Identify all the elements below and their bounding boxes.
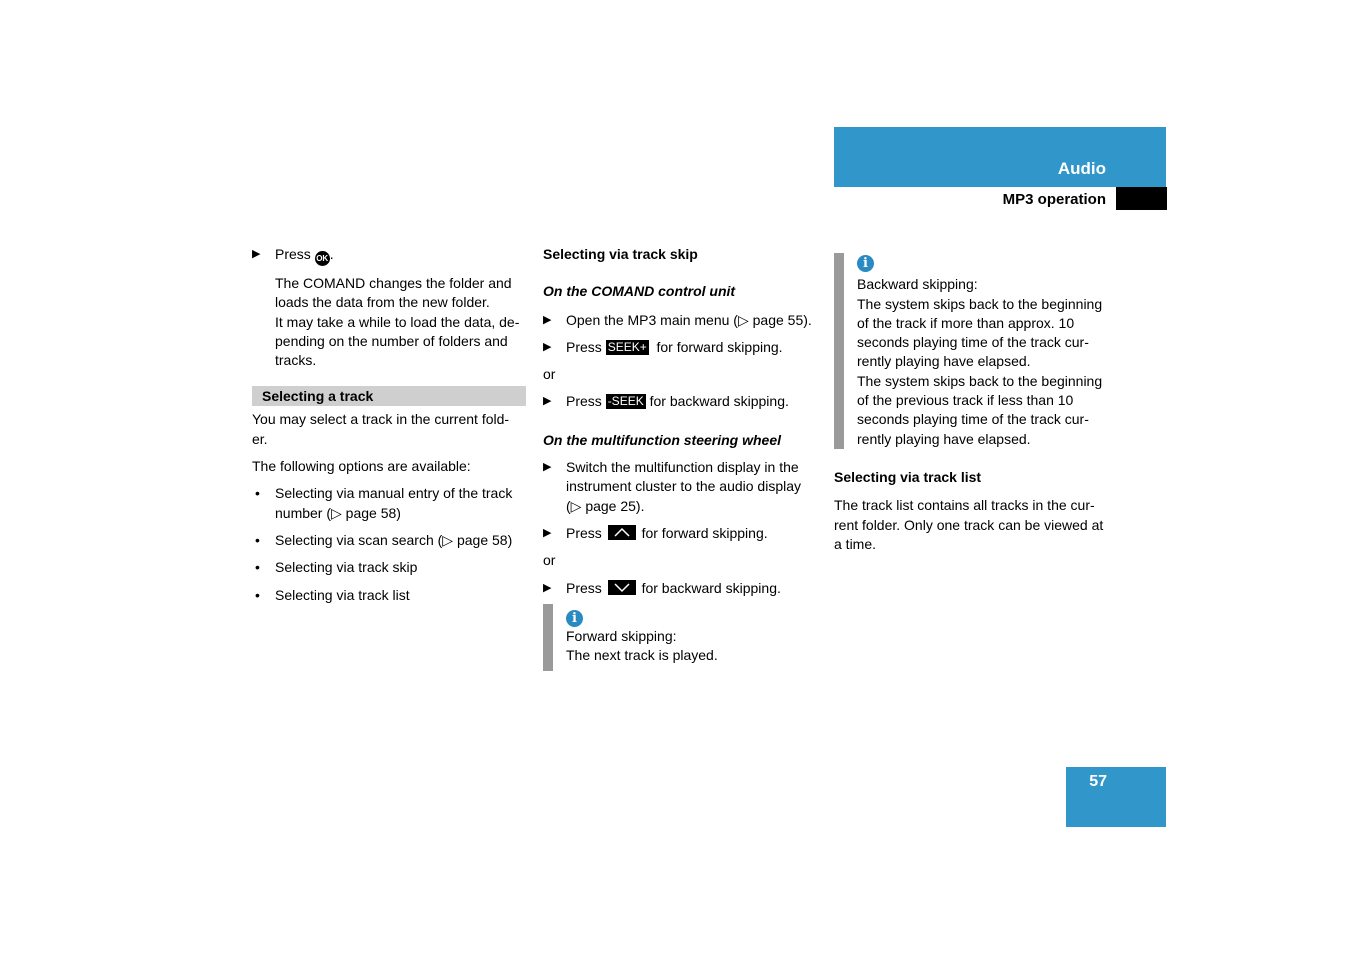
step-wheel-forward xyxy=(543,524,819,543)
arrow-up-key-icon xyxy=(608,525,636,540)
step-suffix: . xyxy=(329,246,334,262)
step-wheel-backward xyxy=(543,579,819,598)
column-middle xyxy=(543,245,819,671)
step-text: Switch the multifunction display in the instrument cluster to the audio display (▷ page 25). xyxy=(566,459,802,514)
ok-key-icon: OK xyxy=(315,251,330,266)
step-text: for forward skipping. xyxy=(656,338,783,355)
info-icon: i xyxy=(857,255,874,272)
list-item-text: Selecting via scan search (▷ page 58) xyxy=(275,531,513,548)
desc-folder: The COMAND changes the folder and loads the data from the new folder. xyxy=(275,275,512,311)
chapter-title: Audio xyxy=(1057,159,1106,178)
bullet-arrow-icon: ▶ xyxy=(543,340,552,353)
info-note-backward xyxy=(834,253,1110,449)
step-text: for backward skipping. xyxy=(641,579,781,596)
bullet-dot-icon: • xyxy=(255,485,260,502)
info-icon: i xyxy=(566,610,583,627)
info-note-forward xyxy=(543,604,819,671)
list-item-text: Selecting via track skip xyxy=(275,559,418,576)
arrow-down-key-icon xyxy=(608,580,636,595)
list-item-text: Selecting via manual entry of the track number (▷ page 58) xyxy=(275,485,513,521)
list-item xyxy=(252,586,526,605)
step-text: Press xyxy=(566,579,602,596)
step-text: Press xyxy=(566,524,602,541)
desc-load: It may take a while to load the data, de- pending on the number of folders and tracks. xyxy=(275,313,520,369)
step-switch-display xyxy=(543,458,819,516)
bullet-arrow-icon: ▶ xyxy=(543,313,552,326)
bullet-arrow-icon: ▶ xyxy=(543,526,552,539)
list-item xyxy=(252,531,526,550)
list-item xyxy=(252,484,526,523)
step-seek-backward xyxy=(543,392,819,411)
note-text: The system skips back to the beginning of the track if more than approx. 10 seconds playing time of the track cur- rently playing have elapsed. xyxy=(857,295,1103,370)
note-title: Forward skipping: xyxy=(566,628,677,645)
section-heading: Selecting a track xyxy=(252,386,526,406)
bullet-arrow-icon: ▶ xyxy=(252,248,261,260)
track-list-text: The track list contains all tracks in the cur- rent folder. Only one track can be viewed at a time. xyxy=(834,497,1104,552)
header-marker xyxy=(1116,187,1167,210)
seek-forward-key-icon: SEEK+ xyxy=(607,339,647,354)
note-text: The next track is played. xyxy=(566,647,718,664)
control-unit-subheading: On the COMAND control unit xyxy=(543,283,736,300)
step-text: Press xyxy=(566,338,602,355)
intro-text: You may select a track in the current fold- er. xyxy=(252,411,510,447)
steering-wheel-subheading: On the multifunction steering wheel xyxy=(543,431,782,448)
step-text: for backward skipping. xyxy=(649,393,789,410)
bullet-dot-icon: • xyxy=(255,586,260,603)
track-skip-heading: Selecting via track skip xyxy=(543,246,698,262)
step-press-ok xyxy=(252,245,526,266)
step-open-menu xyxy=(543,311,819,330)
bullet-arrow-icon: ▶ xyxy=(543,581,552,594)
bullet-arrow-icon: ▶ xyxy=(543,461,552,474)
or-text: or xyxy=(543,366,556,383)
note-bar xyxy=(834,253,844,449)
step-text: Open the MP3 main menu (▷ page 55). xyxy=(566,311,812,328)
page-number: 57 xyxy=(1089,773,1107,790)
step-seek-forward xyxy=(543,338,819,357)
note-bar xyxy=(543,604,553,671)
column-left xyxy=(252,245,526,605)
note-title: Backward skipping: xyxy=(857,276,978,293)
bullet-dot-icon: • xyxy=(255,559,260,576)
or-text: or xyxy=(543,552,556,569)
seek-backward-key-icon: -SEEK xyxy=(607,394,644,409)
section-subtitle: MP3 operation xyxy=(1002,191,1106,208)
column-right xyxy=(834,253,1110,554)
options-intro: The following options are available: xyxy=(252,458,471,475)
list-item-text: Selecting via track list xyxy=(275,586,410,603)
step-text: Press xyxy=(275,246,311,262)
bullet-dot-icon: • xyxy=(255,531,260,548)
bullet-arrow-icon: ▶ xyxy=(543,395,552,408)
step-text: Press xyxy=(566,393,602,410)
list-item xyxy=(252,558,526,577)
step-text: for forward skipping. xyxy=(641,524,768,541)
track-list-heading: Selecting via track list xyxy=(834,468,982,485)
note-text: The system skips back to the beginning of the previous track if less than 10 seconds playing time of the track cur- rently playing have elapsed. xyxy=(857,372,1103,447)
